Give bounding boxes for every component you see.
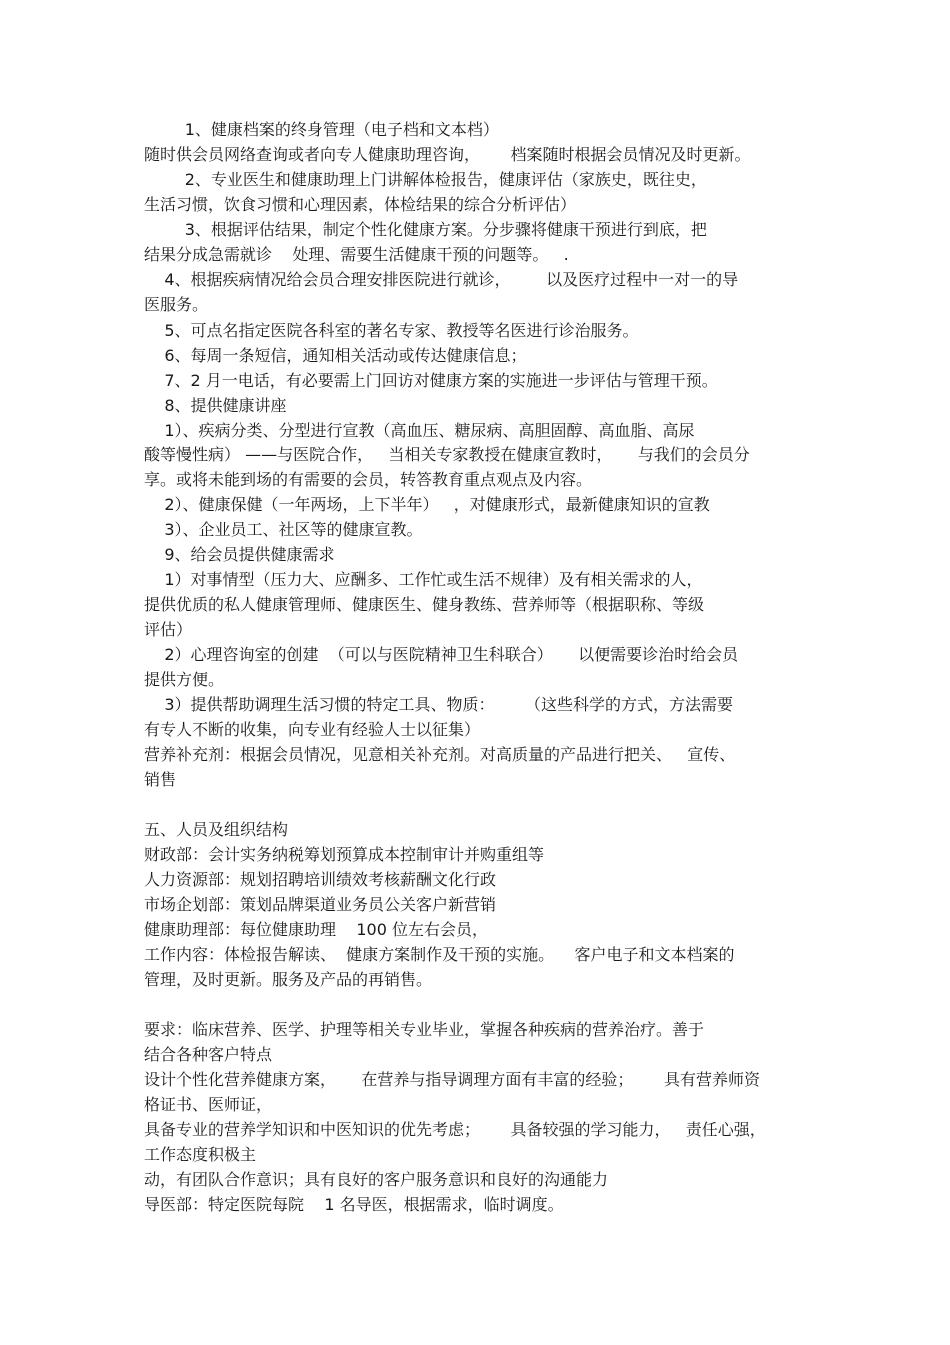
section-heading: 五、人员及组织结构: [144, 820, 289, 839]
text-line: 医服务。: [144, 295, 209, 314]
text-line: 工作内容：体检报告解读、 健康方案制作及干预的实施。 客户电子和文本档案的: [144, 945, 735, 964]
text-line: 5、可点名指定医院各科室的著名专家、教授等名医进行诊治服务。: [144, 321, 639, 340]
text-line: 设计个性化营养健康方案， 在营养与指导调理方面有丰富的经验； 具有营养师资: [144, 1070, 760, 1089]
text-line: 1）对事情型（压力大、应酬多、工作忙或生活不规律）及有相关需求的人，: [144, 570, 703, 589]
text-line: 9、给会员提供健康需求: [144, 545, 335, 564]
text-line: 结果分成急需就诊 处理、需要生活健康干预的问题等。 .: [144, 245, 569, 264]
text-line: 健康助理部：每位健康助理 100 位左右会员，: [144, 920, 488, 939]
text-line: 结合各种客户特点: [144, 1045, 273, 1064]
text-line: 2）、健康保健（一年两场，上下半年） ，对健康形式，最新健康知识的宣教: [144, 495, 710, 514]
text-line: 1）、疾病分类、分型进行宣教（高血压、糖尿病、高胆固醇、高血脂、高尿: [144, 421, 695, 440]
text-line: 格证书、医师证，: [144, 1095, 273, 1114]
text-line: 提供方便。: [144, 670, 225, 689]
text-line: 2、专业医生和健康助理上门讲解体检报告，健康评估（家族史，既往史，: [144, 170, 707, 189]
text-line: 市场企划部：策划品牌渠道业务员公关客户新营销: [144, 895, 497, 914]
text-line: 管理，及时更新。服务及产品的再销售。: [144, 970, 433, 989]
text-line: 具备专业的营养学知识和中医知识的优先考虑； 具备较强的学习能力， 责任心强，: [144, 1120, 766, 1139]
text-line: 工作态度积极主: [144, 1145, 257, 1164]
text-line: 3）提供帮助调理生活习惯的特定工具、物质： （这些科学的方式，方法需要: [144, 695, 734, 714]
text-line: 享。或将未能到场的有需要的会员，转答教育重点观点及内容。: [144, 470, 593, 489]
text-line: 随时供会员网络查询或者向专人健康助理咨询， 档案随时根据会员情况及时更新。: [144, 145, 751, 164]
text-line: 要求：临床营养、医学、护理等相关专业毕业，掌握各种疾病的营养治疗。善于: [144, 1020, 705, 1039]
text-line: 酸等慢性病） ——与医院合作， 当相关专家教授在健康宣教时， 与我们的会员分: [144, 445, 750, 464]
text-line: 8、提供健康讲座: [144, 396, 287, 415]
text-line: 2）心理咨询室的创建 （可以与医院精神卫生科联合） 以便需要诊治时给会员: [144, 645, 739, 664]
text-line: 生活习惯，饮食习惯和心理因素，体检结果的综合分析评估）: [144, 195, 577, 214]
text-line: 3）、企业员工、社区等的健康宣教。: [144, 520, 423, 539]
text-line: 营养补充剂：根据会员情况，见意相关补充剂。对高质量的产品进行把关、 宣传、: [144, 745, 736, 764]
text-line: 3、根据评估结果，制定个性化健康方案。分步骤将健康干预进行到底，把: [144, 220, 707, 239]
text-line: 提供优质的私人健康管理师、健康医生、健身教练、营养师等（根据职称、等级: [144, 595, 705, 614]
text-line: 7、2 月一电话，有必要需上门回访对健康方案的实施进一步评估与管理干预。: [144, 371, 718, 390]
text-line: 有专人不断的收集，向专业有经验人士以征集）: [144, 720, 481, 739]
text-line: 动，有团队合作意识；具有良好的客户服务意识和良好的沟通能力: [144, 1170, 609, 1189]
text-line: 销售: [144, 770, 177, 789]
text-line: 6、每周一条短信，通知相关活动或传达健康信息；: [144, 346, 527, 365]
text-line: 导医部：特定医院每院 1 名导医，根据需求，临时调度。: [144, 1195, 564, 1214]
text-line: 1、健康档案的终身管理（电子档和文本档）: [144, 120, 499, 139]
text-line: 财政部：会计实务纳税筹划预算成本控制审计并购重组等: [144, 845, 545, 864]
text-line: 人力资源部：规划招聘培训绩效考核薪酬文化行政: [144, 870, 497, 889]
text-line: 4、根据疾病情况给会员合理安排医院进行就诊， 以及医疗过程中一对一的导: [144, 270, 739, 289]
text-line: 评估）: [144, 620, 193, 639]
